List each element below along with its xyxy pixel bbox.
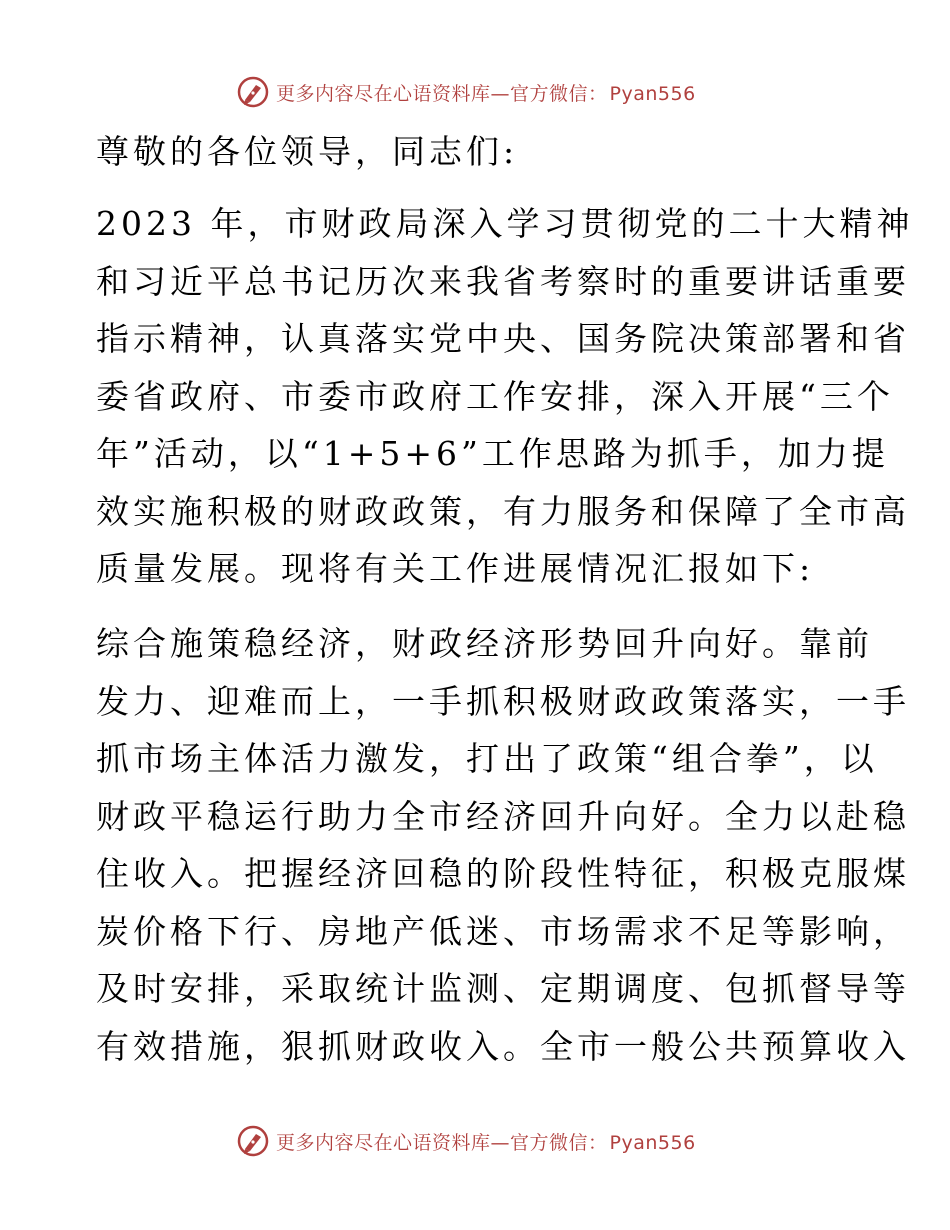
- paragraph1-line-3: 指示精神，认真落实党中央、国务院决策部署和省: [96, 319, 910, 358]
- watermark-text: 更多内容尽在心语资料库—官方微信： Pyan556: [276, 1131, 696, 1154]
- paragraph1-line-5: 年”活动，以“1+5+6”工作思路为抓手，加力提: [96, 434, 889, 473]
- paragraph2-line-1: 综合施策稳经济，财政经济形势回升向好。靠前: [96, 624, 873, 663]
- paragraph1-line-4: 委省政府、市委市政府工作安排，深入开展“三个: [96, 377, 894, 416]
- paragraph1-line-2: 和习近平总书记历次来我省考察时的重要讲话重要: [96, 262, 910, 301]
- paragraph2-line-4: 财政平稳运行助力全市经济回升向好。全力以赴稳: [96, 797, 910, 836]
- watermark-text: 更多内容尽在心语资料库—官方微信： Pyan556: [276, 82, 696, 105]
- paragraph2-line-6: 炭价格下行、房地产低迷、市场需求不足等影响，: [96, 912, 910, 951]
- paragraph2-line-2: 发力、迎难而上，一手抓积极财政政策落实，一手: [96, 682, 910, 721]
- paragraph1-line-7: 质量发展。现将有关工作进展情况汇报如下:: [96, 549, 815, 588]
- greeting-line: 尊敬的各位领导，同志们:: [96, 132, 519, 171]
- paragraph2-line-5: 住收入。把握经济回稳的阶段性特征，积极克服煤: [96, 854, 910, 893]
- paragraph2-line-7: 及时安排，采取统计监测、定期调度、包抓督导等: [96, 969, 910, 1008]
- paragraph1-line-1: 2023 年，市财政局深入学习贯彻党的二十大精神: [96, 204, 914, 243]
- pen-nib-logo-icon: [236, 1124, 270, 1158]
- footer-watermark: [236, 1121, 696, 1161]
- paragraph2-line-8: 有效措施，狠抓财政收入。全市一般公共预算收入: [96, 1027, 910, 1066]
- paragraph1-line-6: 效实施积极的财政政策，有力服务和保障了全市高: [96, 492, 910, 531]
- paragraph2-line-3: 抓市场主体活力激发，打出了政策“组合拳”，以: [96, 739, 878, 778]
